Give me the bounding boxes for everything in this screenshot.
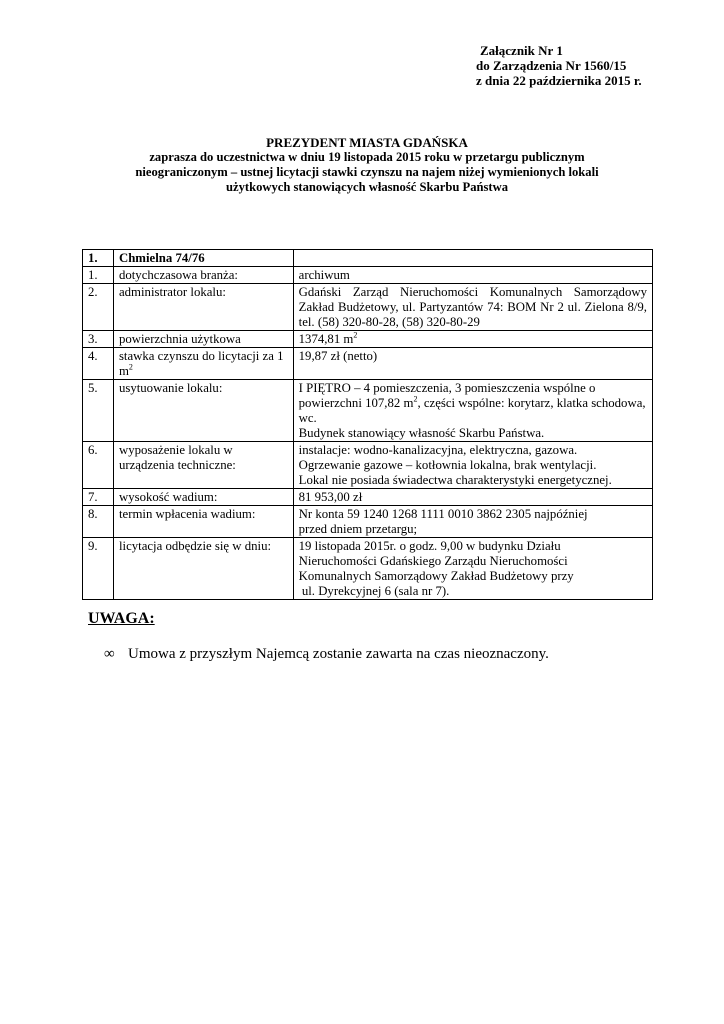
document-header (80, 135, 654, 195)
row-label: powierzchnia użytkowa (113, 331, 293, 348)
row-number: 1. (83, 267, 114, 284)
row-label: licytacja odbędzie się w dniu: (113, 538, 293, 600)
area-value: 1374,81 m (298, 332, 354, 346)
row-value: Gdański Zarząd Nieruchomości Komunalnych Samorządowy Zakład Budżetowy, ul. Partyzantów 74: BOM Nr 2 ul. Zielona 8/9, tel. (58) 320-80-28, (58) 320-80-29 (293, 284, 652, 331)
infinity-bullet-icon: ∞ (104, 646, 115, 662)
note-item (104, 645, 549, 663)
row-value (293, 506, 652, 538)
annex-number: Załącznik Nr 1 (480, 43, 563, 58)
table-row (83, 506, 653, 538)
row-value (293, 380, 652, 442)
header-line-3: użytkowych stanowiących własność Skarbu Państwa (226, 180, 508, 194)
row-label: wysokość wadium: (113, 489, 293, 506)
premises-table (82, 249, 653, 600)
row-label (113, 348, 293, 380)
header-line-2: nieograniczonym – ustnej licytacji stawki czynszu na najem niżej wymienionych lokali (135, 165, 599, 179)
annex-date: z dnia 22 października 2015 r. (476, 73, 642, 88)
row-label: wyposażenie lokalu w urządzenia techniczne: (113, 442, 293, 489)
rate-unit-exponent: 2 (128, 362, 133, 372)
row-number: 3. (83, 331, 114, 348)
area-unit-exponent: 2 (353, 330, 358, 340)
document-title: PREZYDENT MIASTA GDAŃSKA (266, 135, 468, 150)
location-text: I PIĘTRO – 4 pomieszczenia, 3 pomieszczenia wspólne o powierzchni 107,82 m (298, 381, 596, 410)
equipment-installations: instalacje: wodno-kanalizacyjna, elektryczna, gazowa. (298, 443, 578, 457)
row-value (293, 442, 652, 489)
annex-order-number: do Zarządzenia Nr 1560/15 (476, 58, 627, 73)
deposit-deadline: przed dniem przetargu; (298, 522, 418, 536)
table-row (83, 348, 653, 380)
row-label: termin wpłacenia wadium: (113, 506, 293, 538)
auction-line-3: Komunalnych Samorządowy Zakład Budżetowy przy (298, 569, 574, 583)
table-row (83, 538, 653, 600)
header-value (293, 250, 652, 267)
header-number: 1. (83, 250, 114, 267)
row-number: 9. (83, 538, 114, 600)
table-header-row (83, 250, 653, 267)
location-common-parts: , części wspólne: korytarz, klatka schodowa, wc. (298, 396, 646, 425)
row-number: 5. (83, 380, 114, 442)
row-value (293, 331, 652, 348)
table-row (83, 442, 653, 489)
row-number: 7. (83, 489, 114, 506)
row-number: 6. (83, 442, 114, 489)
table-row (83, 331, 653, 348)
annex-reference (476, 43, 642, 88)
row-value: 19,87 zł (netto) (293, 348, 652, 380)
row-value: 81 953,00 zł (293, 489, 652, 506)
note-text: Umowa z przyszłym Najemcą zostanie zawarta na czas nieoznaczony. (128, 646, 549, 662)
auction-line-2: Nieruchomości Gdańskiego Zarządu Nieruchomości (298, 554, 568, 568)
note-title: UWAGA: (88, 610, 155, 627)
auction-line-4: ul. Dyrekcyjnej 6 (sala nr 7). (298, 584, 450, 598)
location-unit-exponent: 2 (413, 394, 418, 404)
auction-line-1: 19 listopada 2015r. o godz. 9,00 w budynku Działu (298, 539, 561, 553)
header-line-1: zaprasza do uczestnictwa w dniu 19 listopada 2015 roku w przetargu publicznym (149, 150, 585, 164)
deposit-account: Nr konta 59 1240 1268 1111 0010 3862 2305 najpóźniej (298, 507, 588, 521)
row-label: usytuowanie lokalu: (113, 380, 293, 442)
premises-address: Chmielna 74/76 (113, 250, 293, 267)
rate-label: stawka czynszu do licytacji za 1 m (118, 349, 284, 378)
equipment-heating: Ogrzewanie gazowe – kotłownia lokalna, brak wentylacji. (298, 458, 597, 472)
row-label: dotychczasowa branża: (113, 267, 293, 284)
table-row (83, 284, 653, 331)
table-row (83, 380, 653, 442)
table-row (83, 489, 653, 506)
row-label: administrator lokalu: (113, 284, 293, 331)
row-number: 4. (83, 348, 114, 380)
row-number: 2. (83, 284, 114, 331)
table-row (83, 267, 653, 284)
row-number: 8. (83, 506, 114, 538)
row-value: archiwum (293, 267, 652, 284)
location-ownership: Budynek stanowiący własność Skarbu Państwa. (298, 426, 545, 440)
row-value (293, 538, 652, 600)
equipment-energy-certificate: Lokal nie posiada świadectwa charakterystyki energetycznej. (298, 473, 612, 487)
